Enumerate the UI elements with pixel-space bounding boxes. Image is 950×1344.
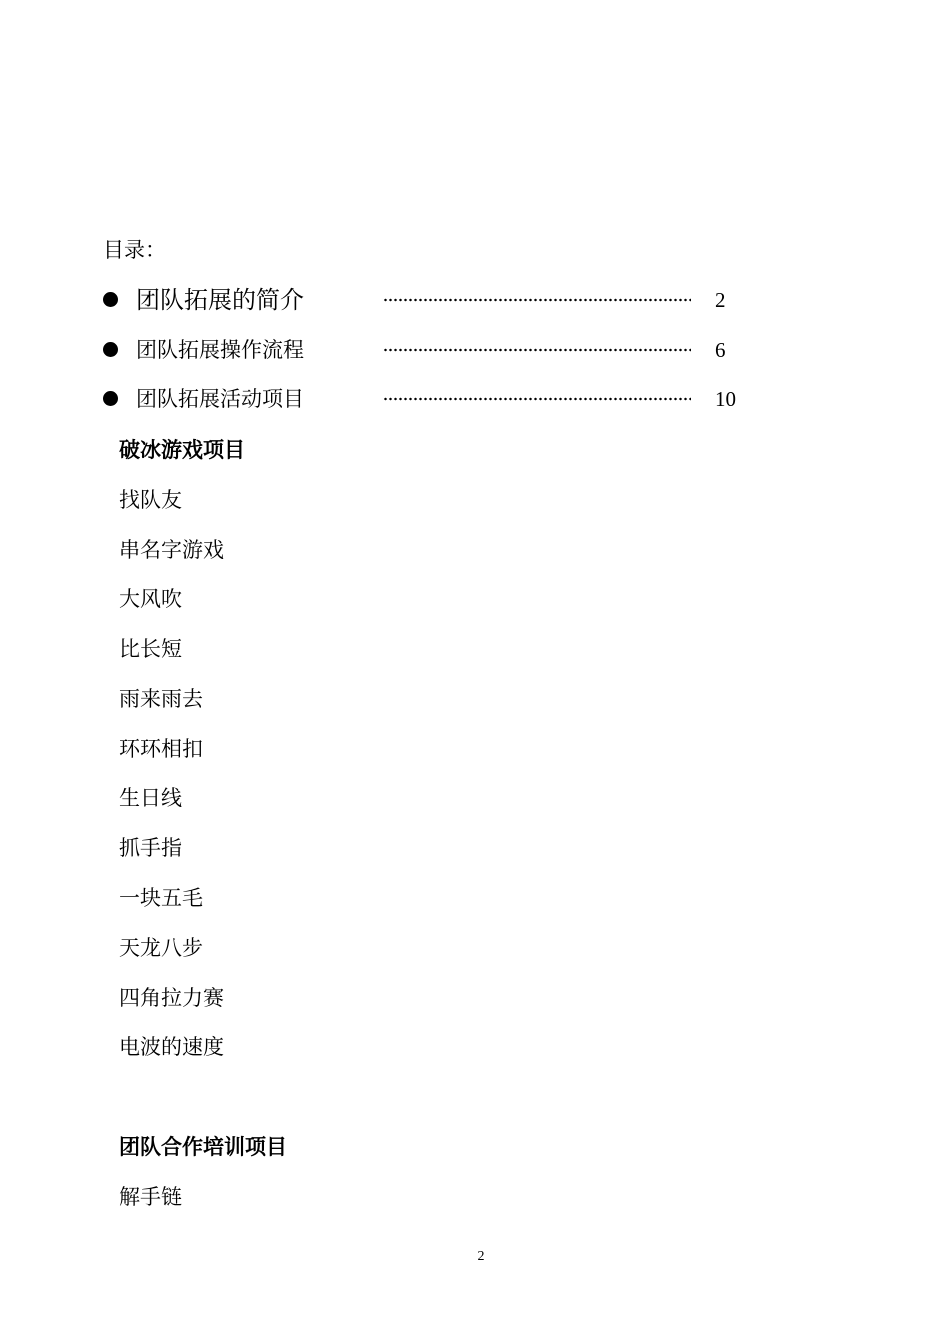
section-heading-teamwork: 团队合作培训项目 bbox=[119, 1134, 287, 1159]
bullet-icon bbox=[103, 391, 118, 406]
toc-entry[interactable] bbox=[103, 285, 763, 315]
list-item: 串名字游戏 bbox=[119, 538, 224, 562]
list-item: 一块五毛 bbox=[119, 886, 203, 910]
bullet-icon bbox=[103, 292, 118, 307]
dot-leader bbox=[383, 397, 691, 401]
toc-entry-page: 2 bbox=[715, 288, 726, 312]
list-item: 抓手指 bbox=[119, 836, 182, 860]
list-item: 环环相扣 bbox=[119, 737, 203, 761]
list-item: 四角拉力赛 bbox=[119, 986, 224, 1010]
list-item: 电波的速度 bbox=[119, 1035, 224, 1059]
list-item: 比长短 bbox=[119, 637, 182, 661]
bullet-icon bbox=[103, 342, 118, 357]
list-item: 生日线 bbox=[119, 786, 182, 810]
toc-entry-title: 团队拓展操作流程 bbox=[136, 338, 304, 362]
dot-leader bbox=[383, 298, 691, 302]
list-item: 大风吹 bbox=[119, 587, 182, 611]
list-item: 天龙八步 bbox=[119, 936, 203, 960]
toc-entry-title: 团队拓展活动项目 bbox=[136, 387, 304, 411]
toc-entry[interactable] bbox=[103, 384, 763, 414]
dot-leader bbox=[383, 348, 691, 352]
toc-entry-title: 团队拓展的简介 bbox=[136, 286, 304, 314]
list-item: 解手链 bbox=[119, 1185, 182, 1209]
toc-heading: 目录： bbox=[103, 238, 166, 262]
toc-entry-page: 6 bbox=[715, 338, 726, 362]
list-item: 雨来雨去 bbox=[119, 687, 203, 711]
toc-entry-page: 10 bbox=[715, 387, 736, 411]
toc-entry[interactable] bbox=[103, 335, 763, 365]
section-heading-icebreaker: 破冰游戏项目 bbox=[119, 437, 245, 462]
list-item: 找队友 bbox=[119, 488, 182, 512]
footer-page-number: 2 bbox=[477, 1249, 485, 1264]
